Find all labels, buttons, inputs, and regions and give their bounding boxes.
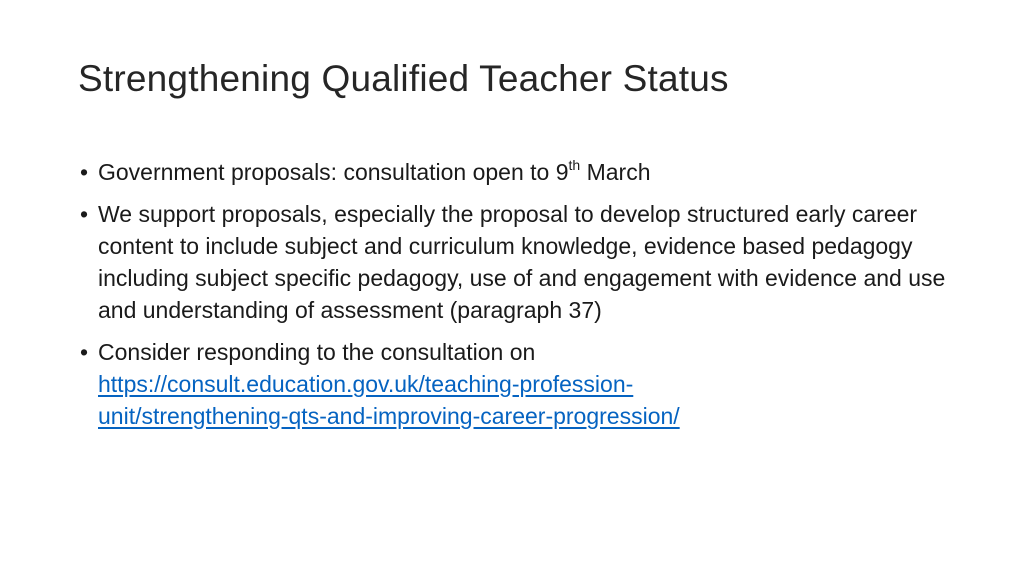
bullet-text-main: Government proposals: consultation open to 9 [98,159,569,185]
bullet-text: We support proposals, especially the proposal to develop structured early career content to include subject and curriculum knowledge, evidence based pedagogy including subject specific pedagogy, use of and engagement with evidence and use and understanding of assessment (paragraph 37) [98,201,946,323]
bullet-text-main: Consider responding to the consultation on [98,339,536,365]
slide-title: Strengthening Qualified Teacher Status [78,58,729,99]
bullet-item-consultation-date [78,156,958,188]
bullet-text [98,156,958,188]
consultation-link[interactable] [98,371,680,429]
consultation-link-line2: unit/strengthening-qts-and-improving-career-progression/ [98,403,680,429]
bullet-text-month: March [580,159,651,185]
bullet-text [98,336,958,432]
bullet-item-respond [78,336,958,432]
ordinal-suffix: th [568,157,581,173]
bullet-dot-icon: • [80,339,89,365]
bullet-dot-icon: • [80,159,89,185]
bullet-dot-icon: • [80,201,89,227]
consultation-link-line1: https://consult.education.gov.uk/teaching-profession- [98,371,634,397]
slide-body [78,156,958,442]
bullet-item-support [78,198,958,326]
